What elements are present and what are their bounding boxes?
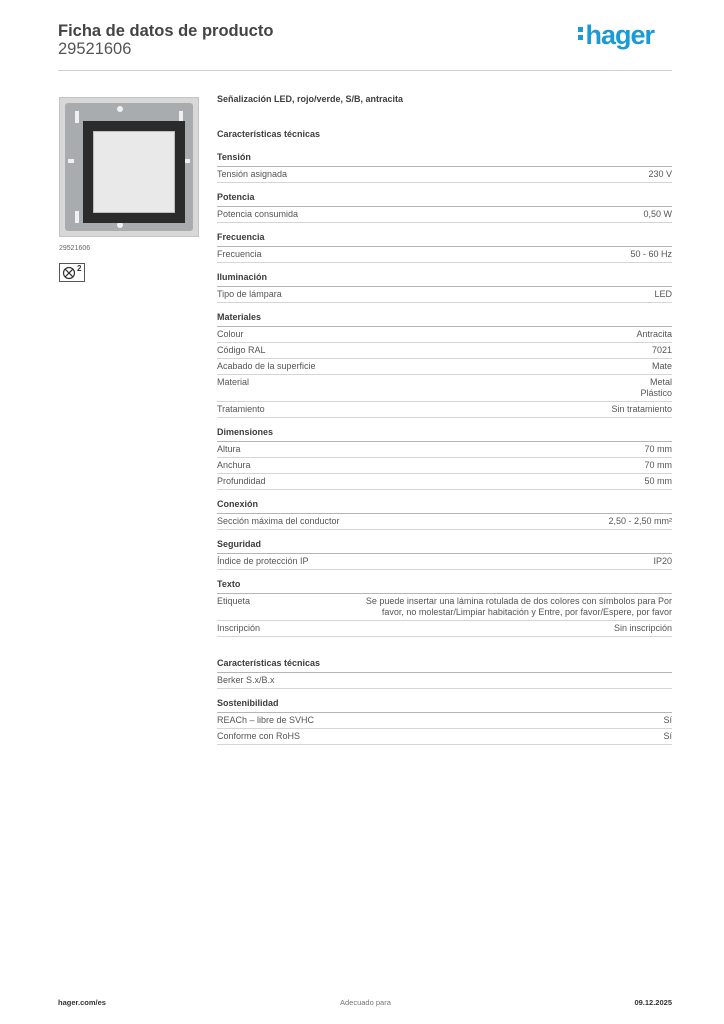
- spec-label: Colour: [217, 329, 244, 339]
- spec-value: [644, 476, 672, 487]
- section-heading: Sostenibilidad: [217, 698, 672, 713]
- spec-row: [217, 673, 672, 689]
- spec-value: [630, 249, 672, 260]
- hager-logo: [578, 20, 654, 51]
- spec-value: [648, 169, 672, 180]
- spec-label: Altura: [217, 444, 241, 454]
- led-lens: [93, 131, 175, 213]
- spec-value-text: Metal: [649, 377, 672, 387]
- spec-row: [217, 594, 672, 621]
- section-heading: Tensión: [217, 152, 672, 167]
- spec-value-text: 70 mm: [644, 460, 672, 470]
- spec-label: Sección máxima del conductor: [217, 516, 340, 526]
- spec-value: [608, 516, 672, 527]
- spec-label: Profundidad: [217, 476, 266, 486]
- spec-value: [653, 556, 672, 567]
- spec-value: [636, 329, 672, 340]
- logo-text: hager: [585, 20, 654, 50]
- spec-value-text: Se puede insertar una lámina rotulada de dos colores con símbolos para Por favor, no molestar/Limpiar habitación y Entre, por favor/Espere, por favor: [365, 596, 672, 617]
- spec-row: [217, 327, 672, 343]
- spec-label: Índice de protección IP: [217, 556, 309, 566]
- spec-value: [654, 289, 672, 300]
- product-photo: [59, 97, 199, 237]
- spec-value-text: 70 mm: [644, 444, 672, 454]
- section-heading: Texto: [217, 579, 672, 594]
- spec-value: [652, 345, 672, 356]
- lamp-symbol: [59, 263, 85, 282]
- lamp-icon: [62, 266, 76, 280]
- spec-value: [644, 444, 672, 455]
- section-heading: Seguridad: [217, 539, 672, 554]
- section-heading: Dimensiones: [217, 427, 672, 442]
- spec-label: REACh – libre de SVHC: [217, 715, 315, 725]
- spec-value-text: 50 mm: [644, 476, 672, 486]
- spec-value: [663, 731, 672, 742]
- section-heading: Características técnicas: [217, 658, 672, 673]
- section-heading: Materiales: [217, 312, 672, 327]
- spec-value-text: 0,50 W: [643, 209, 672, 219]
- footer-website: hager.com/es: [58, 998, 106, 1007]
- spec-label: Frecuencia: [217, 249, 262, 259]
- spec-value-text: Sí: [663, 715, 672, 725]
- spec-value: [640, 377, 672, 399]
- spec-value: [611, 404, 672, 415]
- footer-date: 09.12.2025: [634, 998, 672, 1007]
- spec-row: [217, 514, 672, 530]
- spec-value-text: Sin inscripción: [613, 623, 672, 633]
- specs: [217, 94, 672, 745]
- footer-center: Adecuado para: [340, 998, 391, 1007]
- spec-value: [643, 209, 672, 220]
- spec-row: [217, 343, 672, 359]
- section-heading: Frecuencia: [217, 232, 672, 247]
- spec-row: [217, 621, 672, 637]
- spec-value: [663, 715, 672, 726]
- spec-label: Potencia consumida: [217, 209, 299, 219]
- spec-label: Berker S.x/B.x: [217, 675, 275, 685]
- page-header: [58, 20, 672, 71]
- spec-label: Conforme con RoHS: [217, 731, 301, 741]
- spec-value-text: Plástico: [640, 388, 672, 398]
- spec-label: Anchura: [217, 460, 251, 470]
- spec-sections: [217, 129, 672, 637]
- spec-row: [217, 247, 672, 263]
- section-heading: Características técnicas: [217, 129, 321, 139]
- spec-value: [652, 361, 672, 372]
- spec-row: [217, 729, 672, 745]
- spec-row: [217, 287, 672, 303]
- image-caption: 29521606: [59, 245, 91, 252]
- spec-value-text: 7021: [651, 345, 672, 355]
- spec-value-text: 230 V: [648, 169, 672, 179]
- spec-label: Código RAL: [217, 345, 266, 355]
- spec-label: Acabado de la superficie: [217, 361, 316, 371]
- section-heading: Conexión: [217, 499, 672, 514]
- document-title: Ficha de datos de producto: [58, 22, 274, 40]
- spec-row: [217, 442, 672, 458]
- spec-row: [217, 359, 672, 375]
- spec-row: [217, 207, 672, 223]
- spec-value: [352, 596, 672, 618]
- spec-row: [217, 402, 672, 418]
- spec-row: [217, 713, 672, 729]
- spec-row: [217, 474, 672, 490]
- spec-value-text: Sí: [663, 731, 672, 741]
- spec-label: Inscripción: [217, 623, 261, 633]
- spec-value: [614, 623, 672, 634]
- spec-label: Tensión asignada: [217, 169, 288, 179]
- spec-label: Etiqueta: [217, 596, 251, 606]
- spec-value-text: 50 - 60 Hz: [630, 249, 672, 259]
- spec-value: [644, 460, 672, 471]
- mounting-frame: [65, 103, 193, 231]
- spec-value-text: LED: [654, 289, 672, 299]
- spec-label: Material: [217, 377, 250, 387]
- spec-row: [217, 554, 672, 570]
- anthracite-plate: [83, 121, 185, 223]
- section-heading: Iluminación: [217, 272, 672, 287]
- spec-row: [217, 458, 672, 474]
- spec-value-text: Antracita: [636, 329, 672, 339]
- spec-row: [217, 375, 672, 402]
- spec-label: Tipo de lámpara: [217, 289, 282, 299]
- spec-sections-extra: [217, 658, 672, 745]
- spec-value-text: IP20: [653, 556, 672, 566]
- spec-value-text: Mate: [651, 361, 672, 371]
- product-number: 29521606: [58, 40, 132, 58]
- symbol-superscript: 2: [77, 264, 82, 273]
- spec-value-text: 2,50 - 2,50 mm²: [608, 516, 672, 526]
- spec-value-text: Sin tratamiento: [611, 404, 672, 414]
- spec-label: Tratamiento: [217, 404, 265, 414]
- spec-row: [217, 167, 672, 183]
- product-description: Señalización LED, rojo/verde, S/B, antracita: [217, 94, 404, 104]
- section-heading: Potencia: [217, 192, 672, 207]
